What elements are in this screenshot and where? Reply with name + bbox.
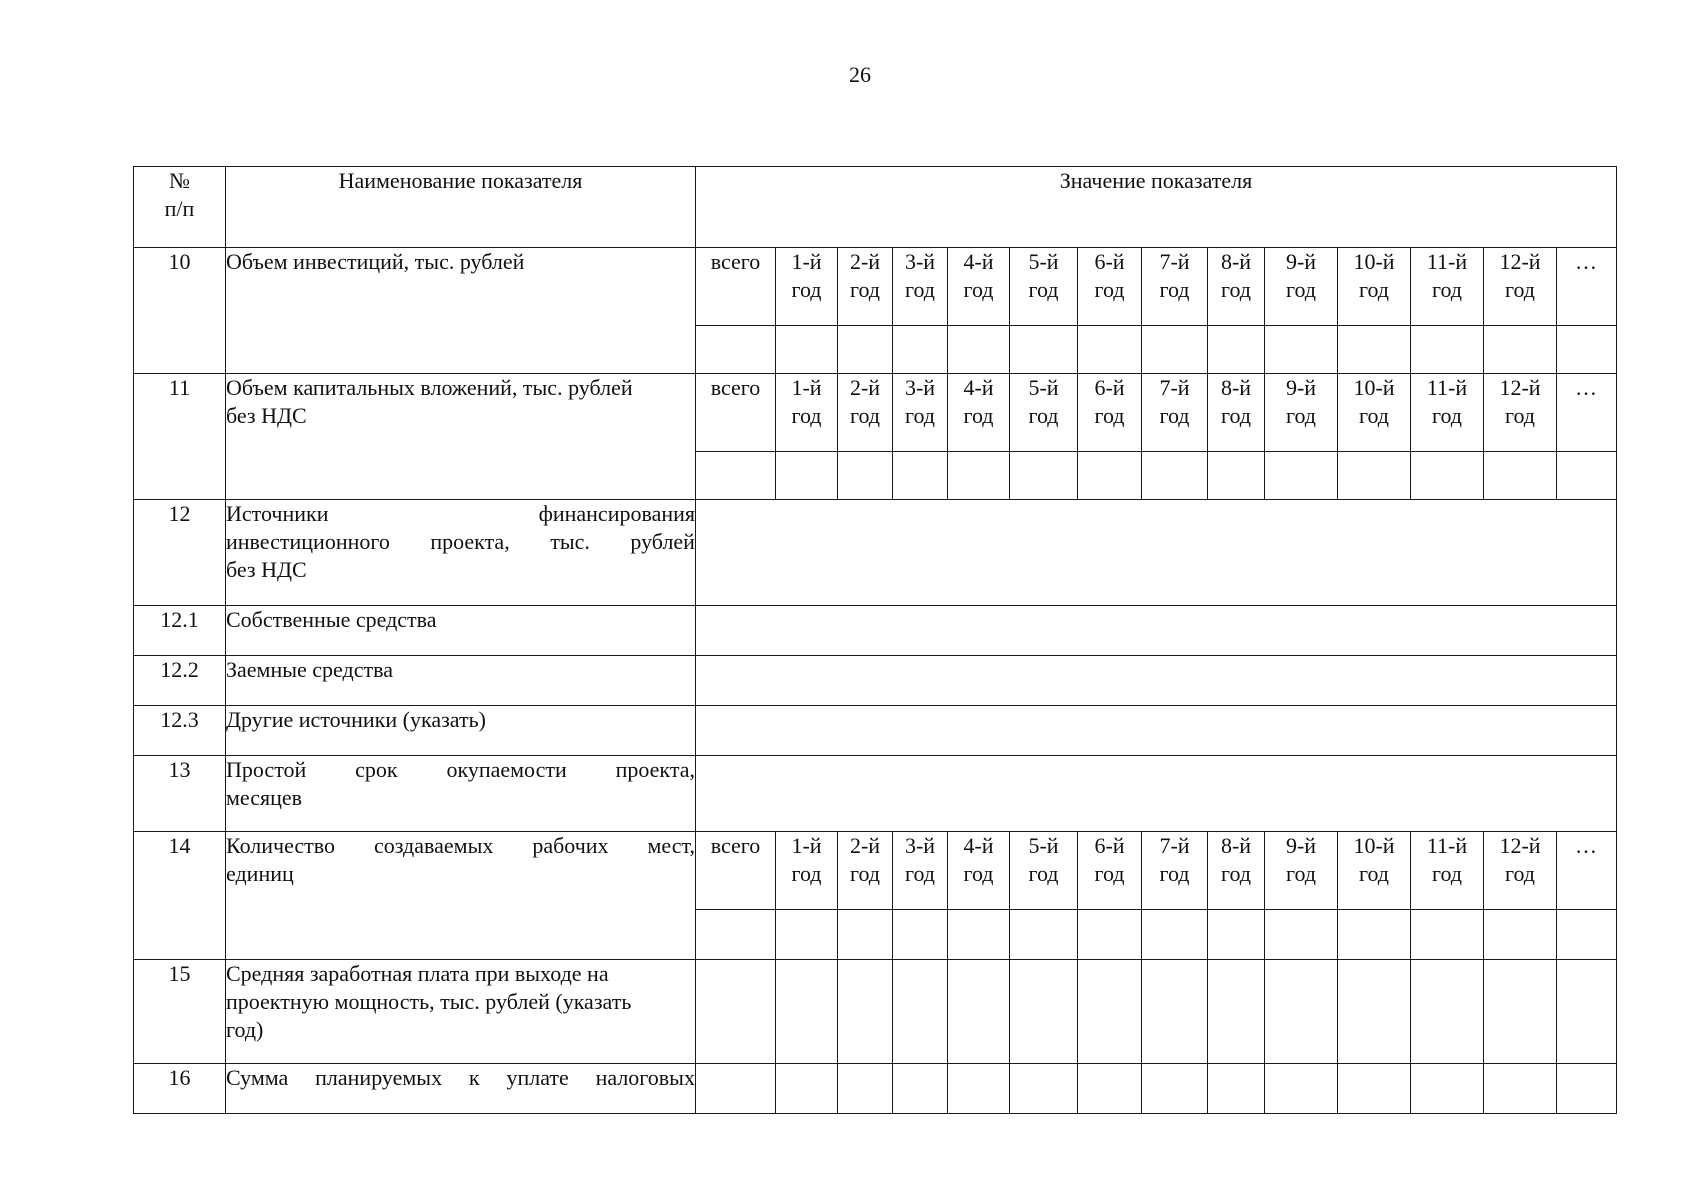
year-label: 10-й год (1338, 248, 1411, 326)
value-cell (838, 910, 893, 960)
row-15-num: 15 (134, 960, 226, 1064)
value-cell (948, 1064, 1010, 1114)
value-cell (838, 452, 893, 500)
row-12-3-value (696, 706, 1617, 756)
value-cell (1078, 1064, 1142, 1114)
row-13 (134, 756, 1617, 832)
row-12-num: 12 (134, 500, 226, 606)
year-label: 5-й год (1010, 832, 1078, 910)
row-15-name: Средняя заработная плата при выходе на проектную мощность, тыс. рублей (указать год) (226, 960, 696, 1064)
value-cell (1142, 326, 1208, 374)
row-13-value (696, 756, 1617, 832)
value-cell (1557, 326, 1617, 374)
header-name-cell: Наименование показателя (226, 167, 696, 248)
year-label: 3-й год (893, 248, 948, 326)
year-label: 4-й год (948, 374, 1010, 452)
row-12-1-value (696, 606, 1617, 656)
year-label: 3-й год (893, 832, 948, 910)
row-14-num: 14 (134, 832, 226, 960)
row-11-num: 11 (134, 374, 226, 500)
row-13-num: 13 (134, 756, 226, 832)
year-label: 1-й год (776, 248, 838, 326)
value-cell (1265, 452, 1338, 500)
value-cell (1338, 910, 1411, 960)
value-cell (1010, 1064, 1078, 1114)
year-label: 3-й год (893, 374, 948, 452)
year-label: 7-й год (1142, 832, 1208, 910)
value-cell (1208, 910, 1265, 960)
total-label: всего (696, 248, 776, 326)
row-12-2-value (696, 656, 1617, 706)
value-cell (1557, 452, 1617, 500)
year-label: 4-й год (948, 832, 1010, 910)
row-14-name: Количество создаваемых рабочих мест, единиц (226, 832, 696, 960)
year-label: 6-й год (1078, 832, 1142, 910)
value-cell (1484, 326, 1557, 374)
year-label: 5-й год (1010, 248, 1078, 326)
year-label: 2-й год (838, 374, 893, 452)
value-cell (1411, 452, 1484, 500)
value-cell (776, 452, 838, 500)
row-12-1-num: 12.1 (134, 606, 226, 656)
value-cell (948, 452, 1010, 500)
row-12-1-name: Собственные средства (226, 606, 696, 656)
value-cell (948, 910, 1010, 960)
row-12-3-name: Другие источники (указать) (226, 706, 696, 756)
year-label: 2-й год (838, 832, 893, 910)
value-cell (1078, 452, 1142, 500)
page-number: 26 (849, 62, 871, 87)
year-label: 8-й год (1208, 374, 1265, 452)
row-15 (134, 960, 1617, 1064)
value-cell (1411, 960, 1484, 1064)
value-cell (696, 1064, 776, 1114)
value-cell (893, 910, 948, 960)
value-cell (1078, 960, 1142, 1064)
value-cell (1557, 960, 1617, 1064)
row-10-years (134, 248, 1617, 326)
header-row (134, 167, 1617, 248)
value-cell (1208, 1064, 1265, 1114)
total-label: всего (696, 832, 776, 910)
value-cell (696, 960, 776, 1064)
ellipsis-label: … (1557, 832, 1617, 910)
row-12-1 (134, 606, 1617, 656)
value-cell (696, 910, 776, 960)
year-label: 10-й год (1338, 832, 1411, 910)
row-12-2-name: Заемные средства (226, 656, 696, 706)
header-num-line1: № (169, 168, 190, 193)
value-cell (1411, 1064, 1484, 1114)
header-num-cell (134, 167, 226, 248)
value-cell (948, 960, 1010, 1064)
value-cell (1142, 1064, 1208, 1114)
value-cell (893, 960, 948, 1064)
value-cell (1208, 452, 1265, 500)
value-cell (1265, 910, 1338, 960)
value-cell (1010, 452, 1078, 500)
value-cell (1557, 910, 1617, 960)
value-cell (1411, 910, 1484, 960)
row-16-name: Сумма планируемых к уплате налоговых (226, 1064, 696, 1114)
value-cell (1078, 326, 1142, 374)
value-cell (948, 326, 1010, 374)
value-cell (838, 960, 893, 1064)
row-16 (134, 1064, 1617, 1114)
value-cell (1208, 326, 1265, 374)
value-cell (838, 326, 893, 374)
value-cell (1010, 960, 1078, 1064)
year-label: 11-й год (1411, 832, 1484, 910)
row-13-name: Простой срок окупаемости проекта, месяцев (226, 756, 696, 832)
value-cell (776, 960, 838, 1064)
year-label: 6-й год (1078, 374, 1142, 452)
value-cell (1078, 910, 1142, 960)
row-12-2 (134, 656, 1617, 706)
row-14-years (134, 832, 1617, 910)
row-12 (134, 500, 1617, 606)
indicator-table (133, 166, 1617, 1114)
header-num-line2: п/п (164, 196, 195, 221)
value-cell (1265, 1064, 1338, 1114)
value-cell (1010, 326, 1078, 374)
value-cell (893, 452, 948, 500)
row-12-name: Источники финансирования инвестиционного проекта, тыс. рублей без НДС (226, 500, 696, 606)
year-label: 7-й год (1142, 374, 1208, 452)
year-label: 9-й год (1265, 374, 1338, 452)
value-cell (776, 326, 838, 374)
value-cell (776, 1064, 838, 1114)
value-cell (1142, 452, 1208, 500)
year-label: 12-й год (1484, 832, 1557, 910)
year-label: 11-й год (1411, 374, 1484, 452)
value-cell (893, 326, 948, 374)
row-11-years (134, 374, 1617, 452)
row-12-2-num: 12.2 (134, 656, 226, 706)
header-value-cell: Значение показателя (696, 167, 1617, 248)
year-label: 9-й год (1265, 248, 1338, 326)
value-cell (1338, 326, 1411, 374)
value-cell (1010, 910, 1078, 960)
year-label: 2-й год (838, 248, 893, 326)
value-cell (1484, 960, 1557, 1064)
year-label: 1-й год (776, 832, 838, 910)
year-label: 8-й год (1208, 832, 1265, 910)
value-cell (893, 1064, 948, 1114)
value-cell (776, 910, 838, 960)
year-label: 8-й год (1208, 248, 1265, 326)
total-label: всего (696, 374, 776, 452)
value-cell (1338, 452, 1411, 500)
year-label: 4-й год (948, 248, 1010, 326)
value-cell (1265, 326, 1338, 374)
year-label: 1-й год (776, 374, 838, 452)
row-11-name: Объем капитальных вложений, тыс. рублей без НДС (226, 374, 696, 500)
year-label: 10-й год (1338, 374, 1411, 452)
value-cell (838, 1064, 893, 1114)
row-10-name: Объем инвестиций, тыс. рублей (226, 248, 696, 374)
year-label: 12-й год (1484, 248, 1557, 326)
value-cell (1338, 960, 1411, 1064)
value-cell (1142, 960, 1208, 1064)
value-cell (696, 452, 776, 500)
year-label: 5-й год (1010, 374, 1078, 452)
year-label: 9-й год (1265, 832, 1338, 910)
value-cell (1142, 910, 1208, 960)
value-cell (1484, 910, 1557, 960)
ellipsis-label: … (1557, 248, 1617, 326)
row-16-num: 16 (134, 1064, 226, 1114)
value-cell (1484, 452, 1557, 500)
value-cell (1557, 1064, 1617, 1114)
year-label: 11-й год (1411, 248, 1484, 326)
ellipsis-label: … (1557, 374, 1617, 452)
year-label: 7-й год (1142, 248, 1208, 326)
value-cell (1484, 1064, 1557, 1114)
year-label: 6-й год (1078, 248, 1142, 326)
value-cell (1338, 1064, 1411, 1114)
value-cell (1208, 960, 1265, 1064)
value-cell (696, 326, 776, 374)
row-12-value (696, 500, 1617, 606)
value-cell (1411, 326, 1484, 374)
year-label: 12-й год (1484, 374, 1557, 452)
row-12-3 (134, 706, 1617, 756)
row-10-num: 10 (134, 248, 226, 374)
value-cell (1265, 960, 1338, 1064)
row-12-3-num: 12.3 (134, 706, 226, 756)
